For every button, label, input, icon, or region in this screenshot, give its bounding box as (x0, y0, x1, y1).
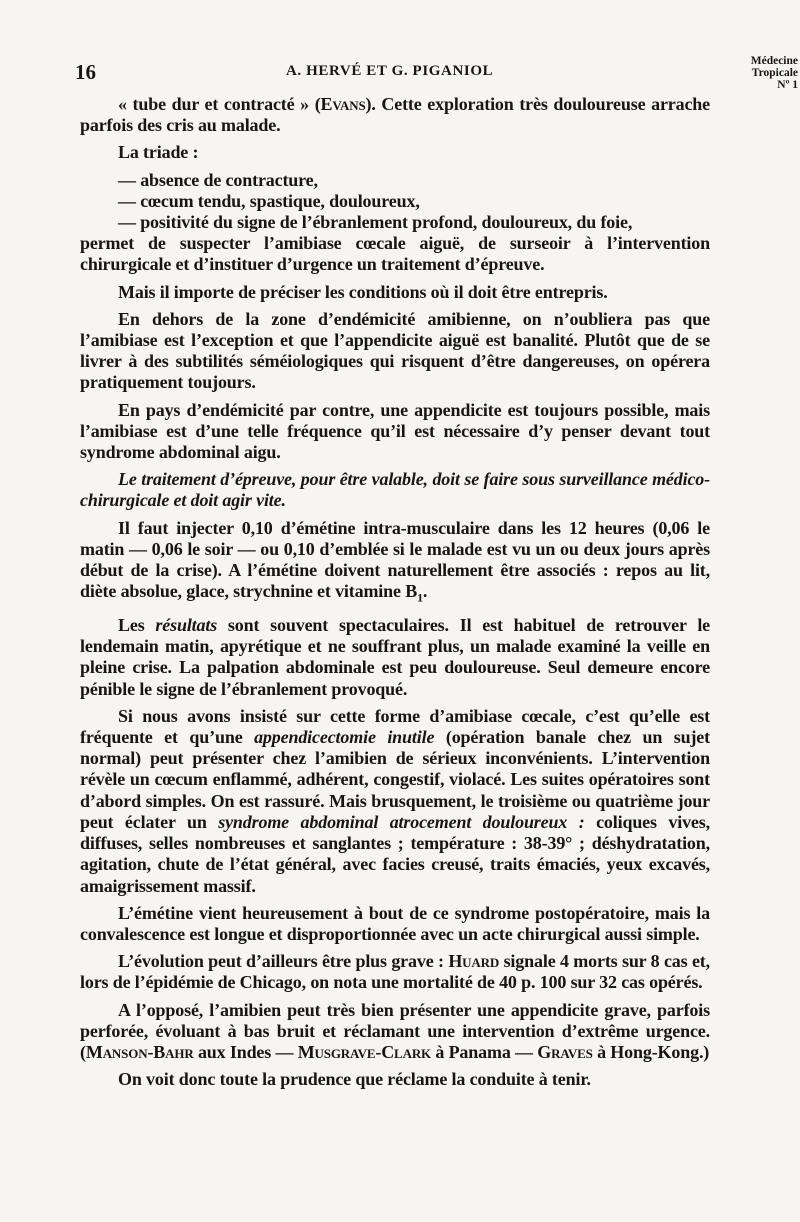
triade-conclusion: permet de suspecter l’amibiase cœcale aiguë, de surseoir à l’intervention chirurgicale et d’instituer d’urgence un traitement d’épreuve. (80, 233, 710, 275)
journal-issue: Nº 1 (777, 79, 798, 91)
paragraph-traitement-epreuve: Le traitement d’épreuve, pour être valable, doit se faire sous surveillance médico-chirurgicale et doit agir vite. (80, 469, 710, 511)
author-manson-bahr: Manson-Bahr (85, 1041, 194, 1062)
author-huard: Huard (448, 951, 500, 972)
journal-tag (730, 55, 798, 91)
paragraph-conditions: Mais il importe de préciser les conditions où il doit être entrepris. (118, 281, 608, 302)
running-title: A. HERVÉ ET G. PIGANIOL (286, 63, 494, 79)
paragraph-emetine: L’émétine vient heureusement à bout de ce syndrome postopératoire, mais la convalescence est longue et disproportionnée avec un acte chirurgical aussi simple. (80, 902, 710, 944)
paragraph-evolution: L’évolution peut d’ailleurs être plus grave : Huard signale 4 morts sur 8 cas et, lors de l’épidémie de Chicago, on nota une mortalité de 40 p. 100 sur 32 cas opérés. (80, 951, 710, 993)
paragraph-conclusion: On voit donc toute la prudence que réclame la conduite à tenir. (118, 1069, 591, 1090)
journal-name-line2: Tropicale (751, 67, 798, 79)
paragraph-injection: Il faut injecter 0,10 d’émétine intra-musculaire dans les 12 heures (0,06 le matin — 0,06 le soir — ou 0,10 d’emblée si le malade est vu un ou deux jours après début de la crise). A l’émétine doivent naturellement être associés : repos au lit, diète absolue, glace, strychnine et vitamine $B_1$. (80, 517, 710, 605)
author-musgrave-clark: Musgrave-Clark (297, 1041, 432, 1062)
paragraph-resultats: Les résultats sont souvent spectaculaires. Il est habituel de retrouver le lendemain matin, apyrétique et ne souffrant plus, un malade examiné la veille en pleine crise. La palpation abdominale est peu douloureuse. Seul demeure encore pénible le signe de l’ébranlement provoqué. (80, 615, 711, 699)
triade-item-2: — cœcum tendu, spastique, douloureux, (118, 190, 420, 211)
page-number: 16 (75, 60, 96, 84)
author-graves: Graves (537, 1041, 593, 1062)
triade-title: La triade : (118, 142, 199, 163)
paragraph-hors-endemie: En dehors de la zone d’endémicité amibienne, on n’oubliera pas que l’amibiase est l’exception et que l’appendicite aiguë est banalité. Plutôt que de se livrer à des subtilités séméiologiques qui risquent d’être dangereuses, on opérera pratiquement toujours. (80, 308, 710, 393)
author-evans: Evans (320, 94, 366, 114)
body-text (80, 94, 710, 1090)
triade-item-1: — absence de contracture, (118, 169, 318, 190)
paragraph-pays-endemie: En pays d’endémicité par contre, une appendicite est toujours possible, mais l’amibiase est d’une telle fréquence qu’il est nécessaire d’y penser devant tout syndrome abdominal aigu. (80, 399, 710, 463)
paragraph-amibiase-coecale: Si nous avons insisté sur cette forme d’amibiase cœcale, c’est qu’elle est fréquente et qu’une appendicectomie inutile (opération banale chez un sujet normal) peut présenter chez l’amibien de sérieux inconvénients. L’intervention révèle un cœcum enflammé, adhérent, congestif, violacé. Les suites opératoires sont d’abord simples. On est rassuré. Mais brusquement, le troisième ou quatrième jour peut éclater un syndrome abdominal atrocement douloureux : coliques vives, diffuses, selles nombreuses et sanglantes ; température : 38-39° ; déshydratation, agitation, chute de l’état général, avec facies creusé, traits émaciés, yeux excavés, amaigrissement massif. (80, 705, 710, 896)
journal-name-line1: Médecine (750, 55, 798, 67)
paragraph-oppose: A l’opposé, l’amibien peut très bien présenter une appendicite grave, parfois perforée, évoluant à bas bruit et réclamant une intervention d’extrême urgence. (Manson-Bahr aux Indes — Musgrave-Clark à Panama — Graves à Hong-Kong.) (80, 999, 710, 1062)
triade-item-3: — positivité du signe de l’ébranlement profond, douloureux, du foie, (118, 212, 633, 233)
paragraph-exploration: « tube dur et contracté » (Evans). Cette exploration très douloureuse arrache parfois des cris au malade. (80, 94, 711, 136)
